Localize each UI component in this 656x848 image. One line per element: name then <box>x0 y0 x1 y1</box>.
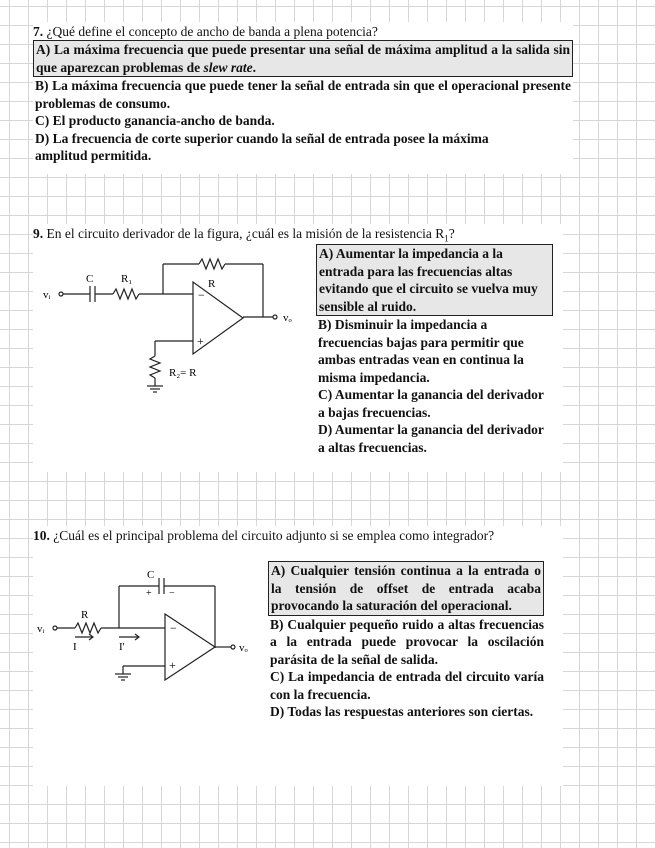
i-label: I <box>73 641 77 653</box>
differentiator-circuit <box>33 244 315 394</box>
r2-label: R₂= R <box>169 367 197 379</box>
question-10-text: 10. ¿Cuál es el principal problema del circuito adjunto si se emplea como integrador? <box>33 528 495 543</box>
question-10-options <box>268 561 544 721</box>
vi-label: vᵢ <box>37 623 45 635</box>
question-10-option-b[interactable]: B) Cualquier pequeño ruido a altas frecuencias a la entrada puede provocar la oscilación parásita de la señal de salida. <box>270 616 544 667</box>
question-9-options <box>316 244 553 456</box>
question-9-option-a[interactable]: A) Aumentar la impedancia a la entrada para las frecuencias altas evitando que el circuito se vuelva muy sensible al ruido. <box>316 244 553 316</box>
vo-label: vₒ <box>283 312 292 324</box>
cap-minus-label: − <box>169 588 175 599</box>
slew-rate-term: slew rate <box>203 59 253 75</box>
vi-label: vᵢ <box>43 289 51 301</box>
question-9-number: 9. <box>33 226 44 241</box>
question-10 <box>33 526 563 786</box>
plus-input-label: + <box>169 658 176 672</box>
question-7-text <box>33 23 573 40</box>
cap-plus-label: + <box>146 588 152 599</box>
i-prime-label: I' <box>119 641 125 653</box>
r1-label: R₁ <box>121 273 133 285</box>
c-label: C <box>86 273 94 285</box>
question-7-number: 7. <box>33 24 44 39</box>
question-9-option-b[interactable]: B) Disminuir la impedancia a frecuencias bajas para permitir que ambas entradas vean en continua la misma impedancia. <box>318 317 524 385</box>
question-7 <box>33 22 573 174</box>
vo-label: vₒ <box>239 642 248 654</box>
c-label: C <box>147 569 155 581</box>
question-10-option-a[interactable]: A) Cualquier tensión continua a la entrada o la tensión de offset de entrada acaba provocando la saturación del operacional. <box>268 561 544 616</box>
question-7-option-a[interactable]: A) La máxima frecuencia que puede presentar una señal de máxima amplitud a la salida sin que aparezcan problemas de slew rate. <box>33 40 573 77</box>
minus-input-label: − <box>198 288 205 302</box>
integrator-circuit <box>33 566 269 691</box>
question-9-text: 9. En el circuito derivador de la figura, ¿cuál es la misión de la resistencia $R_1$? <box>33 226 455 244</box>
question-7-prompt: ¿Qué define el concepto de ancho de banda a plena potencia? <box>46 24 378 39</box>
r-label: R <box>81 609 89 621</box>
question-10-option-d[interactable]: D) Todas las respuestas anteriores son ciertas. <box>270 704 534 719</box>
question-10-option-c[interactable]: C) La impedancia de entrada del circuito varía con la frecuencia. <box>270 669 544 702</box>
question-10-number: 10. <box>33 528 50 543</box>
question-7-option-b[interactable]: B) La máxima frecuencia que puede tener la señal de entrada sin que el operacional presente problemas de consumo. <box>35 78 571 111</box>
question-9-option-d[interactable]: D) Aumentar la ganancia del derivador a altas frecuencias. <box>318 422 544 455</box>
minus-input-label: − <box>170 621 177 635</box>
question-7-option-c[interactable]: C) El producto ganancia-ancho de banda. <box>35 113 275 128</box>
question-9 <box>33 224 563 472</box>
question-7-option-d[interactable]: D) La frecuencia de corte superior cuando la señal de entrada posee la máxima amplitud permitida. <box>35 130 489 163</box>
question-9-option-c[interactable]: C) Aumentar la ganancia del derivador a bajas frecuencias. <box>318 387 544 420</box>
plus-input-label: + <box>197 334 204 348</box>
r-label: R <box>208 278 216 290</box>
